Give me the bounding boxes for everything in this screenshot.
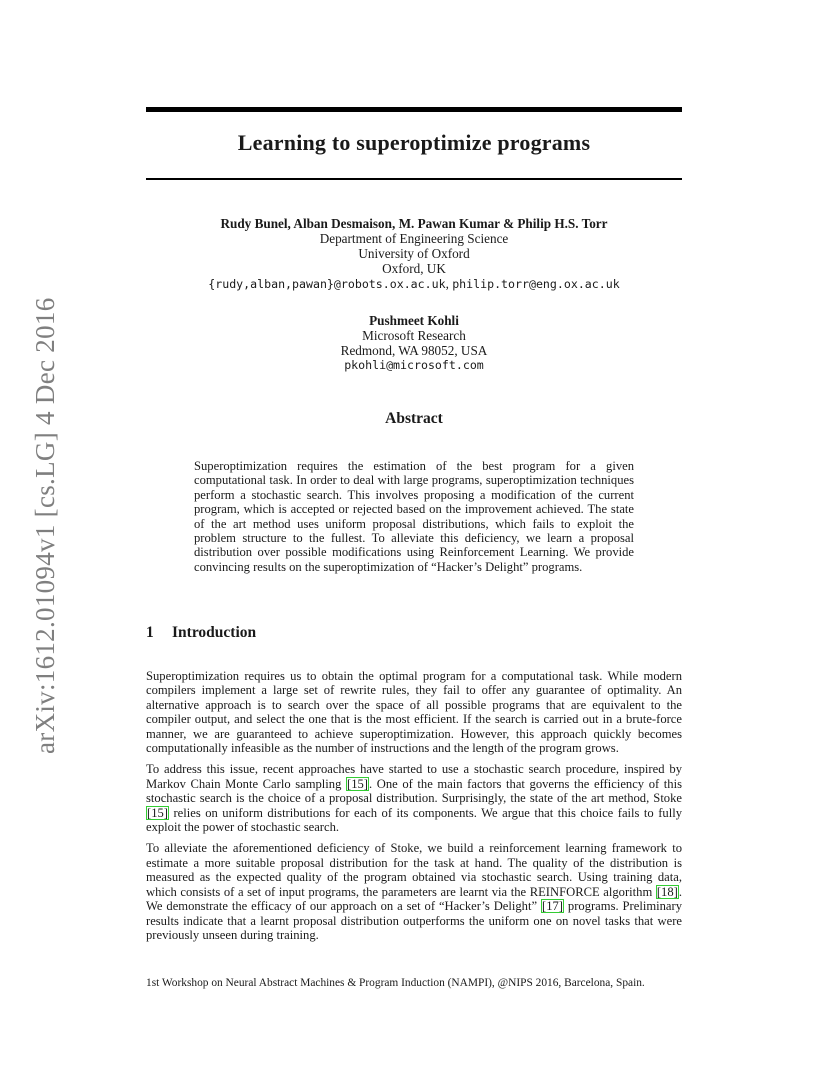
paragraph-2-text-a: To address this issue, recent approaches have started to use a stochastic search procedure, inspired by Markov Chain Monte Carlo sampling bbox=[146, 762, 682, 791]
citation-link-18[interactable]: [18] bbox=[656, 884, 678, 899]
author-affiliation: Microsoft Research bbox=[362, 328, 466, 343]
title-bottom-rule bbox=[146, 178, 682, 180]
paragraph-1: Superoptimization requires us to obtain the optimal program for a computational task. While modern compilers implement a large set of rewrite rules, they fail to offer any guarantee of optimality. An alternative approach is to search over the space of all possible programs that are equivalent to the compiler output, and select the one that is the most efficient. If the search is carried out in a brute-force manner, we are guaranteed to achieve superoptimization. However, this approach quickly becomes computationally infeasible as the number of instructions and the length of the program grows. bbox=[146, 669, 682, 756]
paragraph-3-text-a: To alleviate the aforementioned deficiency of Stoke, we build a reinforcement learning framework to estimate a more suitable proposal distribution for the task at hand. The quality of the distribution is measured as the expected quality of the program obtained via stochastic search. Using training data, which consists of a set of input programs, the parameters are learnt via the REINFORCE algorithm bbox=[146, 841, 682, 899]
citation-link-15[interactable]: [15] bbox=[347, 776, 368, 791]
arxiv-stamp: arXiv:1612.01094v1 [cs.LG] 4 Dec 2016 bbox=[30, 297, 60, 754]
author-department: Department of Engineering Science bbox=[319, 231, 509, 246]
paragraph-3 bbox=[146, 841, 682, 942]
author-emails bbox=[146, 276, 682, 292]
author-block-microsoft bbox=[146, 313, 682, 373]
section-heading-introduction bbox=[146, 624, 256, 642]
introduction-body bbox=[146, 669, 682, 949]
citation-link-15[interactable]: [15] bbox=[147, 805, 168, 820]
citation-link-17[interactable]: [17] bbox=[542, 899, 563, 914]
author-name-kohli: Pushmeet Kohli bbox=[369, 313, 459, 328]
email-microsoft[interactable]: pkohli@microsoft.com bbox=[344, 358, 484, 372]
abstract-text: Superoptimization requires the estimation of the best program for a given computational task. In order to deal with large programs, superoptimization techniques perform a stochastic search. This involves proposing a modification of the current program, which is accepted or rejected based on the improvement achieved. The state of the art method uses uniform proposal distributions, which fails to exploit the problem structure to the fullest. To alleviate this deficiency, we learn a proposal distribution over possible modifications using Reinforcement Learning. We provide convincing results on the superoptimization of “Hacker’s Delight” programs. bbox=[194, 459, 634, 574]
paragraph-2 bbox=[146, 762, 682, 834]
paragraph-2-text-c: relies on uniform distributions for each of its components. We argue that this choice fails to fully exploit the power of stochastic search. bbox=[146, 805, 682, 835]
author-location-redmond: Redmond, WA 98052, USA bbox=[340, 343, 488, 358]
paper-title: Learning to superoptimize programs bbox=[237, 130, 591, 155]
author-location: Oxford, UK bbox=[382, 261, 446, 276]
paragraph-3-text-c: programs. Preliminary results indicate that a learnt proposal distribution outperforms the uniform one on novel tasks that were previously unseen during training. bbox=[146, 899, 683, 942]
paragraph-2-text-b: . One of the main factors that governs the efficiency of this stochastic search is the choice of a proposal distribution. Surprisingly, the state of the art method, Stoke bbox=[146, 776, 682, 806]
author-names: Rudy Bunel, Alban Desmaison, M. Pawan Kumar & Philip H.S. Torr bbox=[220, 216, 608, 231]
section-number: 1 bbox=[146, 624, 154, 641]
email-separator: , bbox=[445, 276, 453, 291]
author-block-oxford bbox=[146, 216, 682, 292]
email-oxford-robots[interactable]: {rudy,alban,pawan}@robots.ox.ac.uk bbox=[208, 277, 446, 291]
email-oxford-eng[interactable]: philip.torr@eng.ox.ac.uk bbox=[452, 277, 620, 291]
section-title: Introduction bbox=[172, 624, 257, 641]
title-top-rule bbox=[146, 107, 682, 112]
paragraph-3-text-b: . We demonstrate the efficacy of our approach on a set of “Hacker’s Delight” bbox=[146, 884, 682, 914]
abstract-heading: Abstract bbox=[385, 410, 443, 427]
author-university: University of Oxford bbox=[358, 246, 470, 261]
workshop-footnote: 1st Workshop on Neural Abstract Machines & Program Induction (NAMPI), @NIPS 2016, Barcelona, Spain. bbox=[146, 977, 682, 991]
